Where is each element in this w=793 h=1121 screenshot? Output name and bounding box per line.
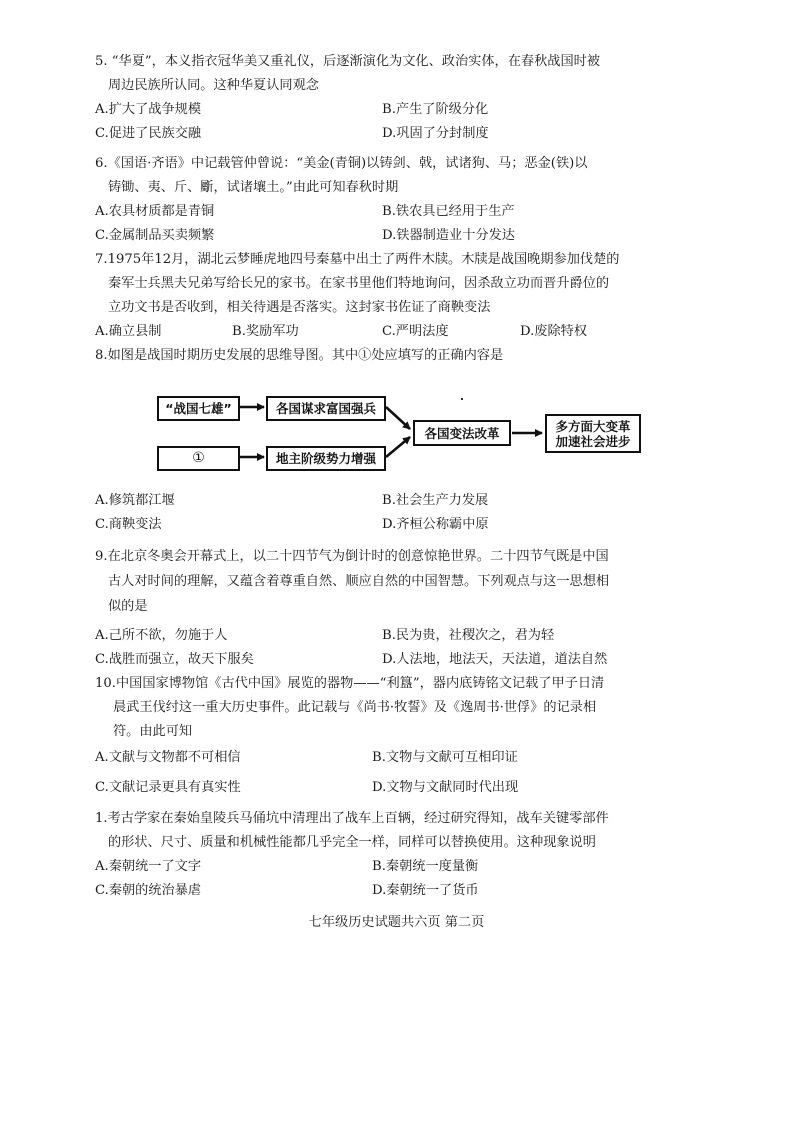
q8-option-b: B.社会生产力发展 (382, 493, 489, 508)
q5-stem-line1: 5. “华夏”，本义指衣冠华美又重礼仪，后逐渐演化为文化、政治实体，在春秋战国时被 (95, 54, 601, 69)
diagram-box-seven-states: “战国七雄” (157, 396, 240, 421)
q9-stem-line3: 似的是 (108, 599, 148, 614)
page-footer: 七年级历史试题共六页 第二页 (308, 915, 485, 930)
q11-option-b: B.秦朝统一度量衡 (372, 859, 479, 874)
diagram-box-landlord-class: 地主阶级势力增强 (266, 446, 386, 471)
q8-stem-line1: 8.如图是战国时期历史发展的思维导图。其中①处应填写的正确内容是 (95, 348, 504, 363)
q5-option-d: D.巩固了分封制度 (382, 126, 489, 141)
q8-option-c: C.商鞅变法 (95, 517, 162, 532)
q7-option-a: A.确立县制 (95, 324, 162, 339)
q6-option-c: C.金属制品买卖频繁 (95, 228, 215, 243)
q10-option-b: B.文物与文献可互相印证 (372, 750, 518, 765)
arrow-2-to-5 (386, 407, 410, 429)
q11-option-a: A.秦朝统一了文字 (95, 859, 202, 874)
q11-stem-line1: 1.考古学家在秦始皇陵兵马俑坑中清理出了战车上百辆，经过研究得知，战车关键零部件 (95, 811, 609, 826)
q9-option-d: D.人法地，地法天，天法道，道法自然 (382, 652, 608, 667)
q6-option-b: B.铁农具已经用于生产 (382, 204, 515, 219)
q6-stem-line1: 6.《国语·齐语》中记载管仲曾说：“美金(青铜)以铸剑、戟，试诸狗、马；恶金(铁)以 (95, 156, 588, 171)
q7-stem-line1: 7.1975年12月，湖北云梦睡虎地四号秦墓中出土了两件木牍。木牍是战国晚期参加伐楚的 (95, 252, 620, 267)
diagram-box-blank-1: ① (157, 446, 240, 471)
q9-option-b: B.民为贵，社稷次之，君为轻 (382, 628, 555, 643)
q6-option-a: A.农具材质都是青铜 (95, 204, 215, 219)
q8-option-d: D.齐桓公称霸中原 (382, 517, 489, 532)
q7-option-d: D.废除特权 (520, 324, 588, 339)
diagram-box-wealth-strength: 各国谋求富国强兵 (266, 396, 386, 421)
q9-option-c: C.战胜而强立，故天下服矣 (95, 652, 254, 667)
q7-option-b: B.奖励军功 (232, 324, 299, 339)
diagram-box-result-line2: 加速社会进步 (555, 433, 631, 449)
q10-stem-line3: 符。由此可知 (113, 724, 193, 739)
q11-option-c: C.秦朝的统治暴虐 (95, 883, 202, 898)
diagram-box-result (545, 414, 641, 453)
q7-stem-line2: 秦军士兵黑夫兄弟写给长兄的家书。在家书里他们特地询问，因杀敌立功而晋升爵位的 (108, 276, 610, 291)
q6-stem-line2: 铸锄、夷、斤、斸，试诸壤土。”由此可知春秋时期 (108, 180, 399, 195)
q9-option-a: A.己所不欲，勿施于人 (95, 628, 228, 643)
q5-stem-line2: 周边民族所认同。这种华夏认同观念 (108, 78, 319, 93)
q10-stem-line1: 10.中国国家博物馆《古代中国》展览的器物——“利簋”，器内底铸铭文记载了甲子日清 (95, 676, 605, 691)
q5-option-a: A.扩大了战争规模 (95, 102, 202, 117)
q7-option-c: C.严明法度 (382, 324, 449, 339)
q10-option-c: C.文献记录更具有真实性 (95, 780, 241, 795)
q6-option-d: D.铁器制造业十分发达 (382, 228, 515, 243)
q5-option-b: B.产生了阶级分化 (382, 102, 489, 117)
q8-option-a: A.修筑都江堰 (95, 493, 175, 508)
diagram-box-result-line1: 多方面大变革 (555, 418, 631, 434)
q7-stem-line3: 立功文书是否收到，相关待遇是否落实。这封家书佐证了商鞅变法 (108, 300, 491, 315)
q11-stem-line2: 的形状、尺寸、质量和机械性能都几乎完全一样，同样可以替换使用。这种现象说明 (108, 835, 596, 850)
q11-option-d: D.秦朝统一了货币 (372, 883, 479, 898)
diagram-box-reforms: 各国变法改革 (413, 420, 511, 446)
q10-stem-line2: 晨武王伐纣这一重大历史事件。此记载与《尚书·牧誓》及《逸周书·世俘》的记录相 (113, 700, 597, 715)
q9-stem-line1: 9.在北京冬奥会开幕式上，以二十四节气为倒计时的创意惊艳世界。二十四节气既是中国 (95, 549, 609, 564)
q10-option-a: A.文献与文物都不可相信 (95, 750, 241, 765)
q9-stem-line2: 古人对时间的理解，又蕴含着尊重自然、顺应自然的中国智慧。下列观点与这一思想相 (108, 574, 610, 589)
q5-option-c: C.促进了民族交融 (95, 126, 202, 141)
q10-option-d: D.文物与文献同时代出现 (372, 780, 519, 795)
arrow-4-to-5 (386, 437, 410, 457)
